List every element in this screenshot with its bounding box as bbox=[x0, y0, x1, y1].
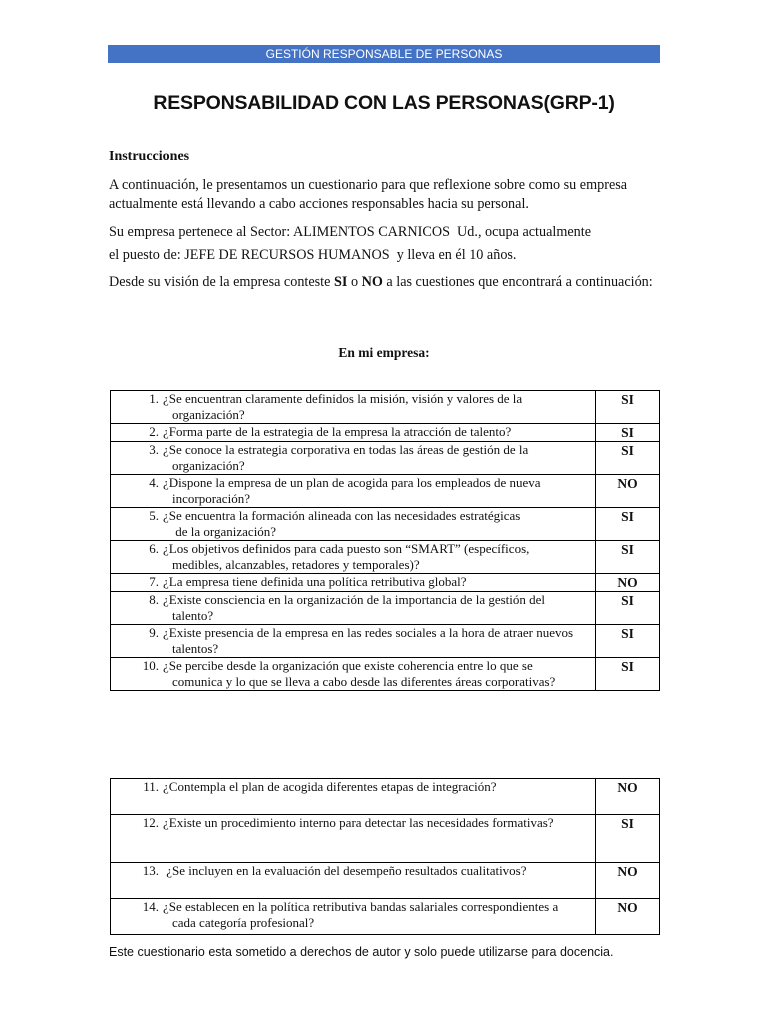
question-cell bbox=[111, 475, 596, 508]
answer-cell: NO bbox=[596, 863, 660, 899]
answer-cell: SI bbox=[596, 625, 660, 658]
question-line-1: ¿Se percibe desde la organización que existe coherencia entre lo que se bbox=[163, 658, 533, 673]
question-number: 8. bbox=[149, 592, 159, 607]
section-title: En mi empresa: bbox=[338, 345, 430, 360]
question-line-1: ¿Dispone la empresa de un plan de acogida para los empleados de nueva bbox=[163, 475, 541, 490]
answer-cell: SI bbox=[596, 658, 660, 691]
question-number: 4. bbox=[149, 475, 159, 490]
question-line-1: ¿Se conoce la estrategia corporativa en todas las áreas de gestión de la bbox=[163, 442, 529, 457]
question-line-2: talentos? bbox=[172, 641, 219, 656]
question-cell bbox=[111, 779, 596, 815]
question-row bbox=[111, 541, 660, 574]
sector-line: Su empresa pertenece al Sector: ALIMENTOS CARNICOS Ud., ocupa actualmente bbox=[109, 224, 591, 240]
question-line-2: organización? bbox=[172, 407, 245, 422]
question-cell bbox=[111, 658, 596, 691]
question-text bbox=[163, 574, 595, 590]
copyright-footer: Este cuestionario esta sometido a derechos de autor y solo puede utilizarse para docencia. bbox=[109, 945, 614, 959]
answer-cell: SI bbox=[596, 424, 660, 442]
question-row bbox=[111, 658, 660, 691]
question-number: 2. bbox=[149, 424, 159, 439]
question-text bbox=[163, 815, 595, 831]
p3-si: SI bbox=[333, 274, 348, 290]
question-number: 13. bbox=[142, 863, 159, 878]
question-row bbox=[111, 863, 660, 899]
question-cell bbox=[111, 424, 596, 442]
question-line-1: ¿Se establecen en la política retributiva bandas salariales correspondientes a bbox=[163, 899, 559, 914]
question-line-1: ¿Existe presencia de la empresa en las redes sociales a la hora de atraer nuevos bbox=[163, 625, 574, 640]
p3-no: NO bbox=[361, 274, 383, 290]
answer-cell: SI bbox=[596, 592, 660, 625]
question-number: 12. bbox=[142, 815, 159, 830]
answer-cell: SI bbox=[596, 442, 660, 475]
question-line-1: ¿Se encuentra la formación alineada con las necesidades estratégicas bbox=[163, 508, 521, 523]
question-row bbox=[111, 899, 660, 935]
instructions-paragraph-1: A continuación, le presentamos un cuestionario para que reflexione sobre como su empresa actualmente está llevando a cabo acciones responsables hacia su personal. bbox=[109, 177, 628, 212]
question-text bbox=[163, 541, 595, 573]
header-banner: GESTIÓN RESPONSABLE DE PERSONAS bbox=[108, 45, 660, 63]
question-text bbox=[163, 863, 595, 879]
question-text bbox=[163, 391, 595, 423]
question-cell bbox=[111, 625, 596, 658]
question-number: 1. bbox=[149, 391, 159, 406]
document-title: RESPONSABILIDAD CON LAS PERSONAS(GRP-1) bbox=[153, 92, 615, 114]
position-line: el puesto de: JEFE DE RECURSOS HUMANOS y lleva en él 10 años. bbox=[109, 247, 517, 263]
question-cell bbox=[111, 391, 596, 424]
question-line-1: ¿Forma parte de la estrategia de la empresa la atracción de talento? bbox=[163, 424, 512, 439]
question-line-2: comunica y lo que se lleva a cabo desde las diferentes áreas corporativas? bbox=[172, 674, 556, 689]
answer-cell: NO bbox=[596, 475, 660, 508]
answer-cell: SI bbox=[596, 815, 660, 863]
question-text bbox=[163, 508, 595, 540]
question-cell bbox=[111, 442, 596, 475]
question-line-1: ¿Se incluyen en la evaluación del desempeño resultados cualitativos? bbox=[163, 863, 527, 878]
question-row bbox=[111, 475, 660, 508]
instructions-paragraph-2 bbox=[109, 221, 669, 267]
question-number: 3. bbox=[149, 442, 159, 457]
questionnaire-table-1 bbox=[110, 390, 660, 691]
question-number: 5. bbox=[149, 508, 159, 523]
instructions-heading: Instrucciones bbox=[109, 149, 190, 164]
question-number: 6. bbox=[149, 541, 159, 556]
question-text bbox=[163, 475, 595, 507]
question-cell bbox=[111, 574, 596, 592]
question-row bbox=[111, 779, 660, 815]
question-row bbox=[111, 592, 660, 625]
question-line-1: ¿Existe consciencia en la organización de la importancia de la gestión del bbox=[163, 592, 546, 607]
question-row bbox=[111, 442, 660, 475]
question-row bbox=[111, 424, 660, 442]
answer-cell: SI bbox=[596, 541, 660, 574]
question-row bbox=[111, 391, 660, 424]
instructions-paragraph-3 bbox=[109, 273, 669, 292]
p3-or: o bbox=[347, 274, 362, 290]
question-text bbox=[163, 592, 595, 624]
answer-cell: SI bbox=[596, 508, 660, 541]
question-row bbox=[111, 508, 660, 541]
questionnaire-table-2 bbox=[110, 778, 660, 935]
answer-cell: NO bbox=[596, 779, 660, 815]
question-number: 14. bbox=[142, 899, 159, 914]
answer-cell: NO bbox=[596, 574, 660, 592]
question-text bbox=[163, 779, 595, 795]
question-line-2: medibles, alcanzables, retadores y temporales)? bbox=[172, 557, 420, 572]
question-number: 10. bbox=[142, 658, 159, 673]
answer-cell: NO bbox=[596, 899, 660, 935]
question-number: 9. bbox=[149, 625, 159, 640]
question-text bbox=[163, 658, 595, 690]
question-row bbox=[111, 815, 660, 863]
question-number: 7. bbox=[149, 574, 159, 589]
question-text bbox=[163, 424, 595, 440]
question-cell bbox=[111, 592, 596, 625]
question-line-2: organización? bbox=[172, 458, 245, 473]
question-cell bbox=[111, 815, 596, 863]
question-text bbox=[163, 899, 595, 931]
question-line-2: cada categoría profesional? bbox=[172, 915, 315, 930]
question-line-2: talento? bbox=[172, 608, 214, 623]
question-line-1: ¿Existe un procedimiento interno para detectar las necesidades formativas? bbox=[163, 815, 554, 830]
question-cell bbox=[111, 541, 596, 574]
question-line-1: ¿Contempla el plan de acogida diferentes etapas de integración? bbox=[163, 779, 497, 794]
question-row bbox=[111, 574, 660, 592]
question-line-1: ¿La empresa tiene definida una política retributiva global? bbox=[163, 574, 467, 589]
question-line-1: ¿Se encuentran claramente definidos la misión, visión y valores de la bbox=[163, 391, 523, 406]
question-text bbox=[163, 442, 595, 474]
question-line-2: incorporación? bbox=[172, 491, 250, 506]
question-number: 11. bbox=[143, 779, 159, 794]
question-line-2: de la organización? bbox=[172, 524, 277, 539]
p3-text-b: a las cuestiones que encontrará a continuación: bbox=[382, 274, 653, 290]
answer-cell: SI bbox=[596, 391, 660, 424]
question-cell bbox=[111, 863, 596, 899]
question-text bbox=[163, 625, 595, 657]
question-cell bbox=[111, 508, 596, 541]
question-cell bbox=[111, 899, 596, 935]
question-line-1: ¿Los objetivos definidos para cada puesto son “SMART” (específicos, bbox=[163, 541, 530, 556]
p3-text-a: Desde su visión de la empresa conteste bbox=[109, 274, 334, 290]
question-row bbox=[111, 625, 660, 658]
